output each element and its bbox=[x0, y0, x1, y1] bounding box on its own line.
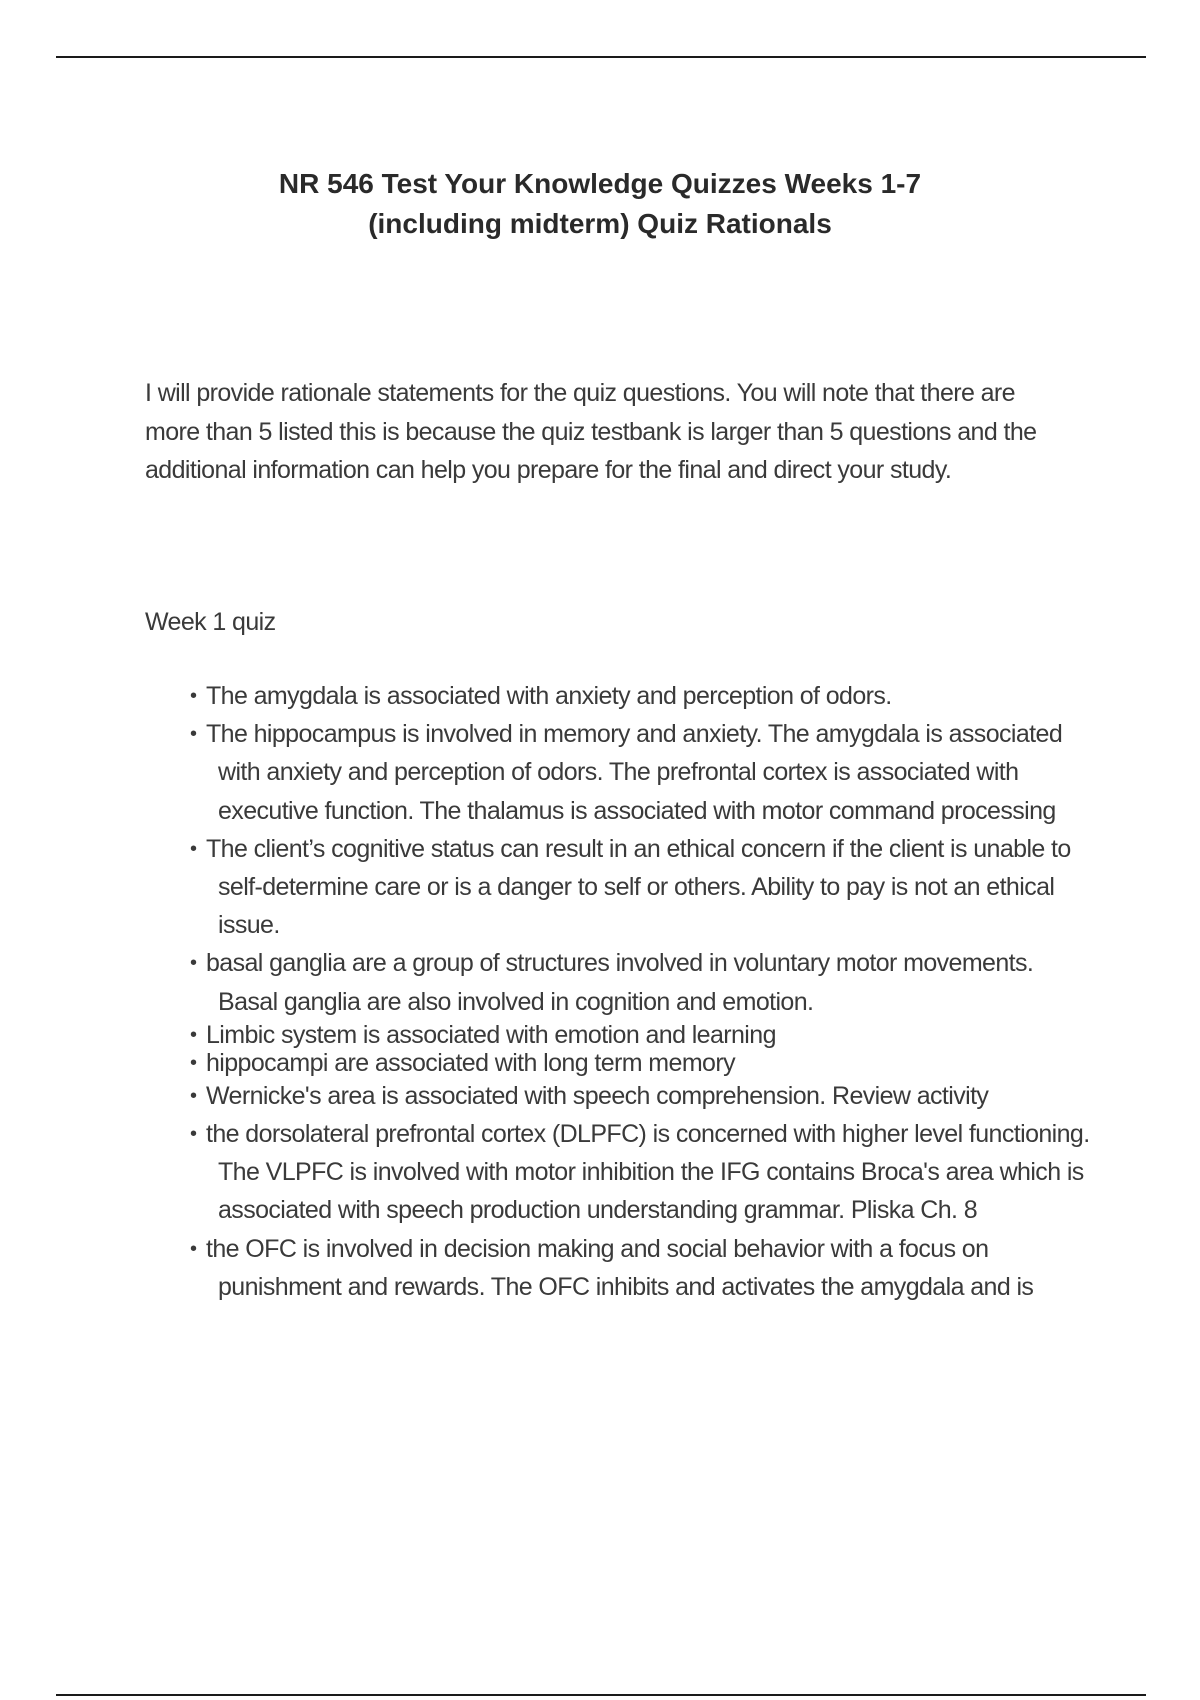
bullet-icon: • bbox=[190, 952, 197, 975]
list-item: • basal ganglia are a group of structures involved in voluntary motor movements. Basal ganglia are also involved in cognition and emotion. bbox=[190, 944, 1090, 1020]
bullet-icon: • bbox=[190, 837, 197, 860]
bullet-icon: • bbox=[190, 1123, 197, 1146]
bullet-icon: • bbox=[190, 1023, 197, 1046]
list-item: • Limbic system is associated with emotion and learning bbox=[190, 1020, 776, 1049]
document-title bbox=[100, 164, 1100, 244]
top-rule bbox=[56, 56, 1146, 58]
list-item: • The amygdala is associated with anxiety and perception of odors. bbox=[190, 677, 1090, 715]
list-item: • The client’s cognitive status can result in an ethical concern if the client is unable to self-determine care or is a danger to self or others. Ability to pay is not an ethical issue. bbox=[190, 830, 1090, 945]
bullet-icon: • bbox=[190, 1051, 197, 1074]
intro-paragraph: I will provide rationale statements for the quiz questions. You will note that there are more than 5 listed this is because the quiz testbank is larger than 5 questions and the additional information can help you prepare for the final and direct your study. bbox=[145, 379, 1037, 484]
week-1-heading: Week 1 quiz bbox=[145, 608, 276, 636]
title-line-2: (including midterm) Quiz Rationals bbox=[368, 208, 832, 239]
bullet-icon: • bbox=[190, 723, 197, 746]
list-item: • hippocampi are associated with long term memory bbox=[190, 1048, 735, 1077]
title-line-1: NR 546 Test Your Knowledge Quizzes Weeks 1-7 bbox=[278, 168, 922, 199]
bullet-icon: • bbox=[190, 1084, 197, 1107]
rationale-list bbox=[190, 677, 1090, 1306]
list-item: • Wernicke's area is associated with speech comprehension. Review activity bbox=[190, 1077, 1090, 1115]
bullet-icon: • bbox=[190, 685, 197, 707]
list-item: • The hippocampus is involved in memory and anxiety. The amygdala is associated with anxiety and perception of odors. The prefrontal cortex is associated with executive function. The thalamus is associated with motor command processing bbox=[190, 715, 1090, 830]
list-item: • the dorsolateral prefrontal cortex (DLPFC) is concerned with higher level functioning. The VLPFC is involved with motor inhibition the IFG contains Broca's area which is associated with speech production understanding grammar. Pliska Ch. 8 bbox=[190, 1115, 1090, 1230]
bullet-icon: • bbox=[190, 1237, 197, 1260]
list-item: • the OFC is involved in decision making and social behavior with a focus on punishment and rewards. The OFC inhibits and activates the amygdala and is bbox=[190, 1230, 1090, 1306]
bottom-rule bbox=[56, 1694, 1146, 1696]
